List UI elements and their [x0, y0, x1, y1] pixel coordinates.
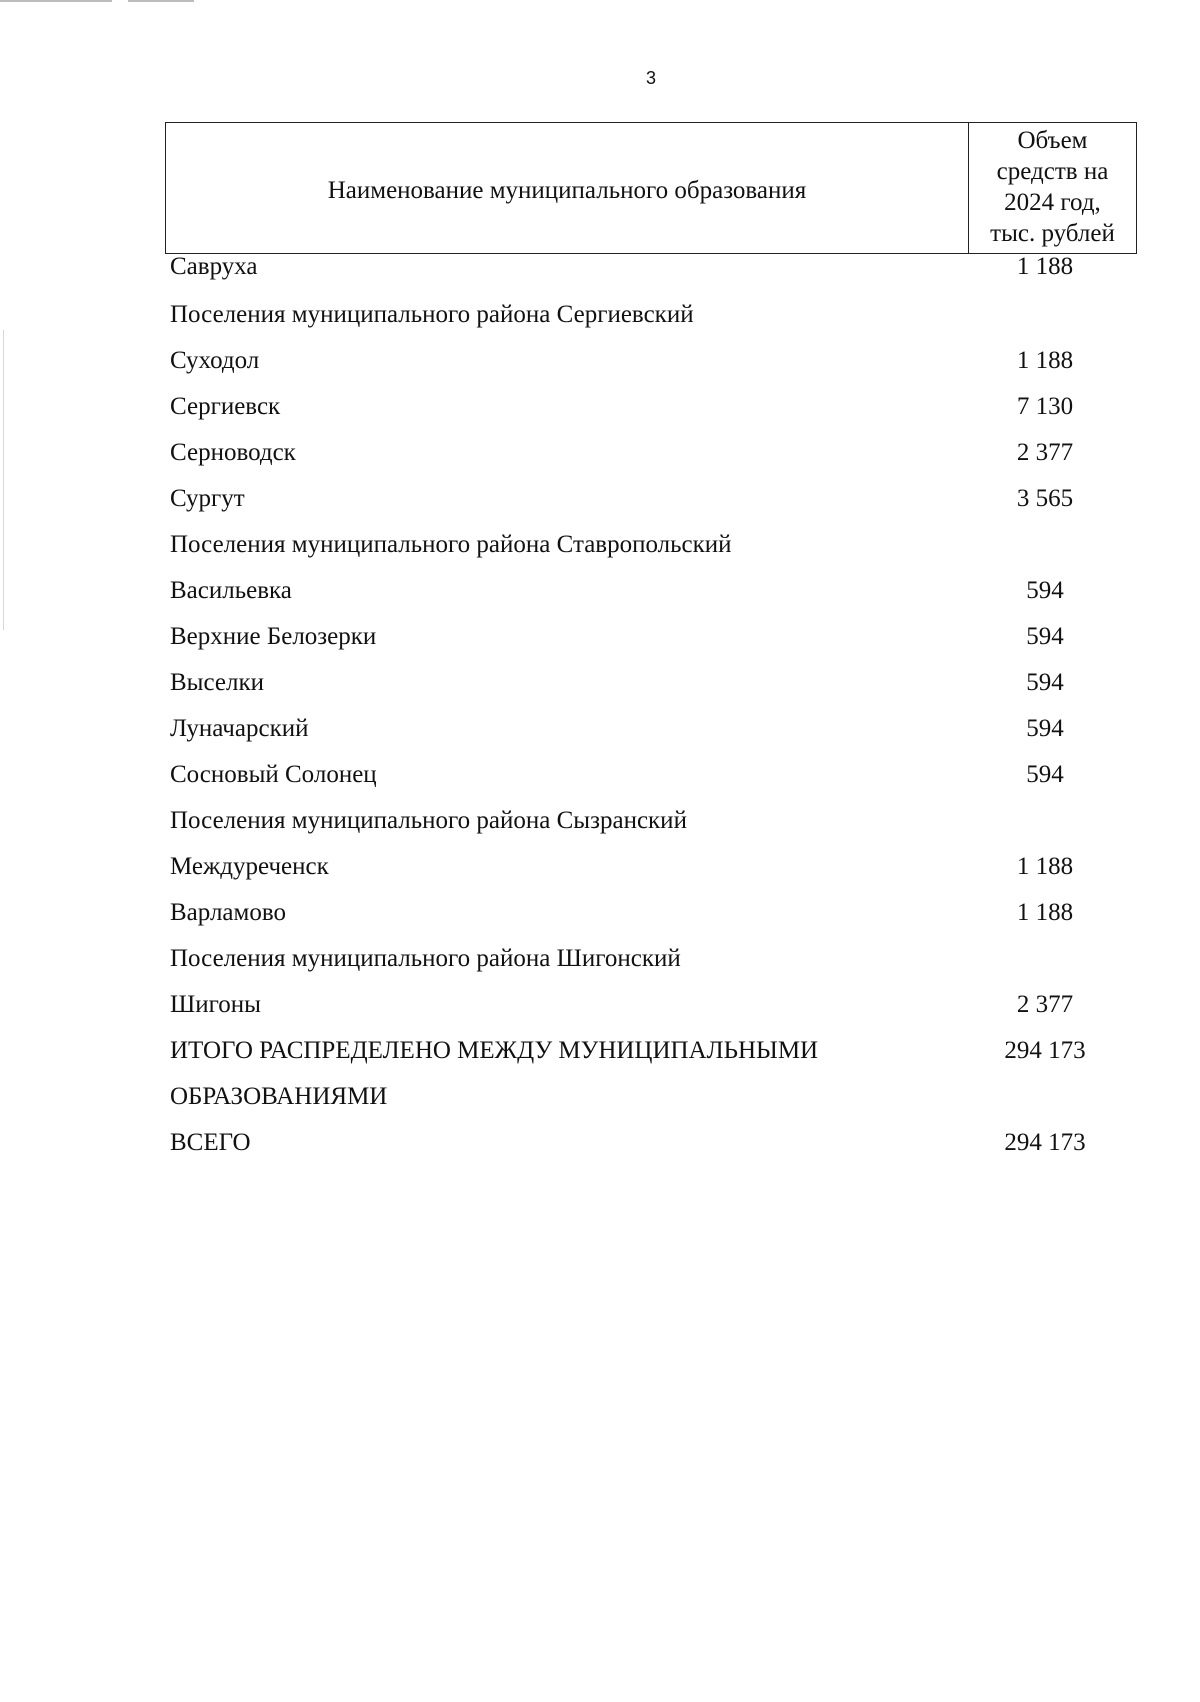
total-distributed-value: 294 173	[1004, 1037, 1086, 1064]
total-distributed-label: ИТОГО РАСПРЕДЕЛЕНО МЕЖДУ МУНИЦИПАЛЬНЫМИ ОБРАЗОВАНИЯМИ	[170, 1037, 819, 1110]
header-volume-line: средств на	[996, 158, 1109, 185]
table-body	[170, 254, 1130, 1174]
table-row	[170, 576, 1130, 622]
row-value: 7 130	[1016, 393, 1074, 420]
scan-artifact-line	[128, 0, 194, 2]
table-row	[170, 714, 1130, 760]
table-header	[165, 122, 1137, 254]
table-row	[170, 438, 1130, 484]
row-name: Серноводск	[170, 439, 296, 466]
row-value: 594	[1026, 761, 1064, 788]
row-name: Васильевка	[170, 577, 292, 604]
table-row	[170, 300, 1130, 346]
row-value: 594	[1026, 669, 1064, 696]
table-row	[170, 668, 1130, 714]
row-name: Варламово	[170, 899, 286, 926]
row-name: Выселки	[170, 669, 264, 696]
header-name-column: Наименование муниципального образования	[166, 123, 969, 253]
row-group-title: Поселения муниципального района Сызранский	[170, 807, 687, 834]
header-volume-line: 2024 год,	[1004, 189, 1101, 216]
row-group-title: Поселения муниципального района Сергиевский	[170, 301, 694, 328]
table-row	[170, 252, 1130, 298]
row-name: Сергиевск	[170, 393, 281, 420]
scan-artifact-line	[0, 0, 112, 2]
row-name: Луначарский	[170, 715, 309, 742]
row-value: 594	[1026, 715, 1064, 742]
row-name: Шигоны	[170, 991, 261, 1018]
table-row	[170, 760, 1130, 806]
header-volume-line: Объем	[1017, 127, 1088, 154]
row-name: Сургут	[170, 485, 245, 512]
grand-total-label: ВСЕГО	[170, 1129, 251, 1156]
grand-total-value: 294 173	[1004, 1129, 1086, 1156]
row-value: 594	[1026, 623, 1064, 650]
row-name: Сосновый Солонец	[170, 761, 377, 788]
table-row	[170, 622, 1130, 668]
row-value: 594	[1026, 577, 1064, 604]
table-row	[170, 530, 1130, 576]
table-row-total	[170, 1036, 1130, 1128]
table-row	[170, 392, 1130, 438]
row-value: 2 377	[1016, 439, 1074, 466]
table-row	[170, 852, 1130, 898]
table-row	[170, 898, 1130, 944]
row-name: Савруха	[170, 253, 258, 280]
row-name: Верхние Белозерки	[170, 623, 377, 650]
table-row	[170, 346, 1130, 392]
row-group-title: Поселения муниципального района Ставропольский	[170, 531, 732, 558]
scan-artifact-edge	[3, 330, 4, 630]
table-row	[170, 484, 1130, 530]
table-row-grand-total	[170, 1128, 1130, 1174]
table-row	[170, 944, 1130, 990]
row-value: 1 188	[1016, 347, 1074, 374]
row-name: Суходол	[170, 347, 260, 374]
row-value: 1 188	[1016, 253, 1074, 280]
row-value: 2 377	[1016, 991, 1074, 1018]
page-number: 3	[645, 68, 656, 88]
header-volume-line: тыс. рублей	[990, 220, 1115, 247]
row-group-title: Поселения муниципального района Шигонский	[170, 945, 681, 972]
header-volume-column	[969, 123, 1136, 253]
row-value: 3 565	[1016, 485, 1074, 512]
row-value: 1 188	[1016, 899, 1074, 926]
row-name: Междуреченск	[170, 853, 329, 880]
table-row	[170, 806, 1130, 852]
row-value: 1 188	[1016, 853, 1074, 880]
